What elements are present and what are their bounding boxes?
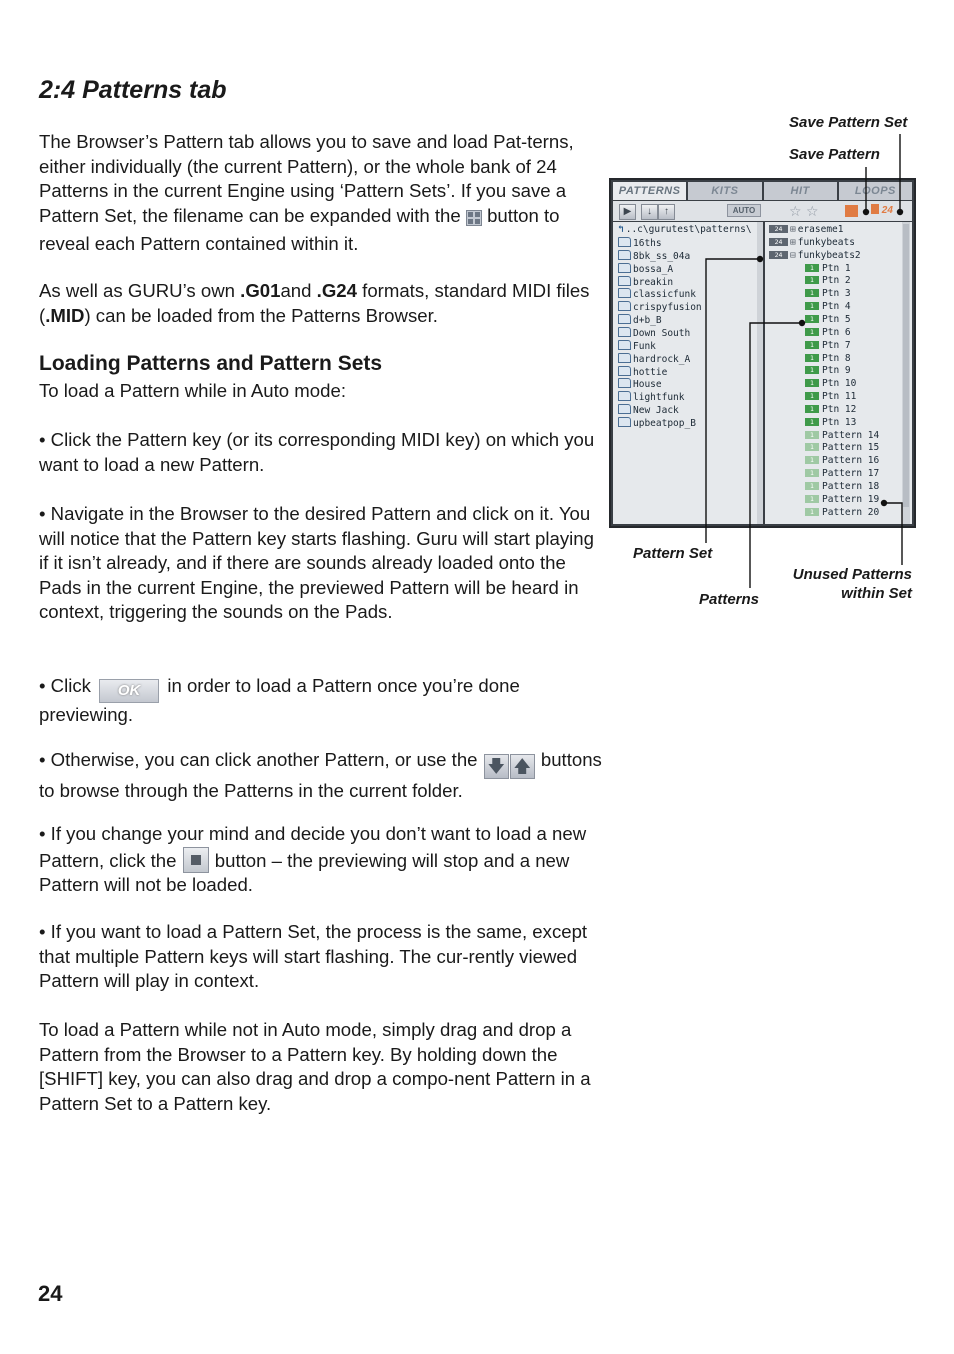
pattern-set-name: funkybeats bbox=[797, 236, 855, 248]
pattern-item[interactable] bbox=[805, 404, 856, 416]
play-icon[interactable]: ▶ bbox=[619, 204, 636, 220]
folder-name: bossa_A bbox=[633, 263, 674, 275]
folder-name: upbeatpop_B bbox=[633, 417, 696, 429]
intro-text-1b: button to reveal each Pattern contained within it. bbox=[39, 204, 560, 255]
down-arrow-icon: 🡇 bbox=[484, 754, 509, 779]
loading-lead: To load a Pattern while in Auto mode: bbox=[39, 380, 346, 401]
pattern-badge: 1 bbox=[805, 366, 819, 374]
pattern-name: Ptn 1 bbox=[822, 262, 851, 274]
callout-save-pattern: Save Pattern bbox=[789, 146, 880, 163]
pattern-badge: 1 bbox=[805, 418, 819, 426]
browser-tab-bar bbox=[613, 182, 912, 200]
folder-icon bbox=[618, 327, 631, 337]
pattern-set-item[interactable] bbox=[769, 250, 861, 262]
pattern-badge: 1 bbox=[805, 379, 819, 387]
save-pattern-set-button[interactable] bbox=[871, 204, 908, 218]
pattern-name: Ptn 13 bbox=[822, 416, 857, 428]
pattern-item[interactable] bbox=[805, 288, 851, 300]
loading-subheading: Loading Patterns and Pattern Sets bbox=[39, 352, 383, 375]
tab-kits[interactable]: KITS bbox=[688, 182, 761, 200]
expand-plus-icon bbox=[466, 208, 482, 233]
pattern-badge: 1 bbox=[805, 354, 819, 362]
pattern-badge: 1 bbox=[805, 508, 819, 516]
save-set-count: 24 bbox=[881, 205, 893, 216]
pattern-name: Ptn 3 bbox=[822, 288, 851, 300]
pattern-item[interactable] bbox=[805, 340, 851, 352]
intro-text-2c: formats, standard MIDI files ( bbox=[39, 280, 590, 326]
pattern-scrollbar-thumb[interactable] bbox=[903, 224, 909, 507]
folder-item[interactable] bbox=[618, 391, 684, 404]
folder-icon bbox=[618, 340, 631, 350]
up-arrow-icon: 🡅 bbox=[510, 754, 535, 779]
folder-name: hardrock_A bbox=[633, 353, 691, 365]
folder-name: House bbox=[633, 379, 662, 391]
folder-item[interactable] bbox=[618, 314, 662, 327]
save-set-flag-icon bbox=[871, 204, 879, 214]
folder-icon bbox=[618, 288, 631, 298]
down-arrow-icon[interactable]: ↓ bbox=[641, 204, 658, 220]
bullet-3 bbox=[39, 674, 604, 728]
folder-item[interactable] bbox=[618, 276, 673, 289]
pattern-item[interactable] bbox=[805, 417, 856, 429]
bullet-3-text-a: • Click bbox=[39, 675, 91, 696]
pattern-badge: 1 bbox=[805, 315, 819, 323]
folder-item[interactable] bbox=[618, 263, 673, 276]
pattern-name: Pattern 20 bbox=[822, 506, 880, 518]
auto-button[interactable]: AUTO bbox=[727, 204, 761, 217]
pattern-badge: 1 bbox=[805, 276, 819, 284]
folder-icon bbox=[618, 404, 631, 414]
folder-name: Funk bbox=[633, 340, 656, 352]
pattern-badge: 1 bbox=[805, 405, 819, 413]
pattern-item[interactable] bbox=[805, 263, 851, 275]
intro-text-2d: ) can be loaded from the Patterns Browser. bbox=[84, 304, 438, 326]
bullet-1: • Click the Pattern key (or its corresponding MIDI key) on which you want to load a new Pattern. bbox=[39, 429, 595, 475]
tab-hit[interactable]: HIT bbox=[764, 182, 837, 200]
callout-unused-patterns bbox=[780, 565, 912, 603]
unused-pattern-item[interactable] bbox=[805, 468, 879, 480]
pattern-badge: 1 bbox=[805, 482, 819, 490]
up-arrow-icon[interactable]: ↑ bbox=[658, 204, 675, 220]
pattern-badge: 1 bbox=[805, 264, 819, 272]
folder-name: 8bk_ss_04a bbox=[633, 250, 691, 262]
unused-pattern-item[interactable] bbox=[805, 507, 879, 519]
unused-pattern-item[interactable] bbox=[805, 430, 879, 442]
pattern-name: Pattern 16 bbox=[822, 455, 880, 467]
pattern-name: Ptn 12 bbox=[822, 403, 857, 415]
pattern-name: Pattern 19 bbox=[822, 493, 880, 505]
pattern-set-item[interactable] bbox=[769, 237, 855, 249]
star-icon[interactable]: ☆ bbox=[789, 203, 802, 219]
pattern-item[interactable] bbox=[805, 275, 851, 287]
pattern-name: Ptn 2 bbox=[822, 275, 851, 287]
set-count-badge: 24 bbox=[769, 251, 788, 259]
callout-unused-line-1: Unused Patterns bbox=[792, 566, 912, 583]
folder-item[interactable] bbox=[618, 340, 656, 353]
down-up-arrows-icon bbox=[484, 754, 535, 779]
intro-text-2b: and bbox=[280, 280, 317, 301]
format-g01: .G01 bbox=[240, 280, 281, 301]
bullet-5 bbox=[39, 822, 604, 898]
pattern-badge: 1 bbox=[805, 392, 819, 400]
format-mid: .MID bbox=[45, 304, 85, 326]
pattern-name: Pattern 15 bbox=[822, 442, 880, 454]
browser-toolbar bbox=[613, 201, 912, 221]
pattern-name: Ptn 10 bbox=[822, 378, 857, 390]
folder-item[interactable] bbox=[618, 301, 702, 314]
expand-icon[interactable]: ⊞ bbox=[790, 224, 796, 235]
collapse-icon[interactable]: ⊟ bbox=[790, 249, 796, 261]
folder-icon bbox=[618, 276, 631, 286]
unused-pattern-item[interactable] bbox=[805, 455, 879, 467]
folder-item[interactable] bbox=[618, 366, 667, 379]
folder-name: 16ths bbox=[633, 238, 662, 249]
pattern-item[interactable] bbox=[805, 353, 851, 365]
pattern-badge: 1 bbox=[805, 289, 819, 297]
pattern-badge: 1 bbox=[805, 443, 819, 451]
folder-name: New Jack bbox=[633, 405, 679, 417]
callout-pattern-set: Pattern Set bbox=[633, 545, 713, 562]
folder-name: crispyfusion bbox=[633, 302, 702, 314]
pattern-name: Ptn 9 bbox=[822, 365, 851, 377]
intro-text-1a: The Browser’s Pattern tab allows you to save and load Pat-terns, either individually (the current Pattern), or the whole bank of 24 Patterns in the current Engine using ‘Pattern Sets’. If you save a Pattern Set, the filename can be expanded with the bbox=[39, 131, 574, 226]
save-pattern-button[interactable] bbox=[845, 205, 858, 217]
closing-paragraph: To load a Pattern while not in Auto mode, simply drag and drop a Pattern from the Browser to a Pattern key. By holding down the [SHIFT] key, you can also drag and drop a compo-nent Pattern in a Pattern Set to a Pattern key. bbox=[39, 1019, 591, 1114]
pattern-name: Ptn 6 bbox=[822, 326, 851, 338]
pattern-badge: 1 bbox=[805, 469, 819, 477]
bullet-5-text-a: • If you change your mind and decide you don’t want to load a new Pattern, click the bbox=[39, 823, 587, 871]
bullet-4-text-a: • Otherwise, you can click another Pattern, or use the bbox=[39, 749, 478, 770]
pattern-badge: 1 bbox=[805, 341, 819, 349]
pattern-badge: 1 bbox=[805, 495, 819, 503]
intro-text-2a: As well as GURU’s own bbox=[39, 280, 241, 301]
folder-icon bbox=[618, 366, 631, 376]
folder-list bbox=[613, 222, 763, 524]
pattern-name: Ptn 5 bbox=[822, 313, 851, 325]
unused-pattern-item[interactable] bbox=[805, 442, 879, 454]
set-count-badge: 24 bbox=[769, 238, 788, 246]
folder-item[interactable] bbox=[618, 250, 690, 263]
callout-unused-line-2: within Set bbox=[841, 585, 912, 602]
pattern-set-item[interactable] bbox=[769, 224, 844, 236]
pattern-badge: 1 bbox=[805, 456, 819, 464]
folder-name: d+b_B bbox=[633, 315, 662, 327]
pattern-name: Ptn 7 bbox=[822, 339, 851, 351]
pattern-item[interactable] bbox=[805, 365, 851, 377]
folder-name: breakin bbox=[633, 276, 674, 288]
folder-item[interactable] bbox=[618, 378, 662, 391]
tab-patterns[interactable]: PATTERNS bbox=[613, 182, 686, 200]
callout-patterns: Patterns bbox=[699, 591, 760, 608]
pattern-item[interactable] bbox=[805, 391, 856, 403]
tab-loops[interactable]: LOOPS bbox=[839, 182, 912, 200]
folder-path-text: ..c\gurutest\patterns\ bbox=[625, 224, 752, 235]
bullet-2: • Navigate in the Browser to the desired Pattern and click on it. You will notice that the Pattern key starts flashing. Guru will start playing if it isn’t already, and if there are sounds already loaded onto the Pads in the current Engine, the previewed Pattern will be heard in context, triggering the sounds on the Pads. bbox=[39, 503, 594, 623]
format-g24: .G24 bbox=[316, 280, 357, 301]
unused-pattern-item[interactable] bbox=[805, 494, 879, 506]
folder-icon bbox=[618, 301, 631, 311]
pattern-list bbox=[765, 222, 912, 524]
pattern-name: Pattern 14 bbox=[822, 429, 880, 441]
pattern-badge: 1 bbox=[805, 328, 819, 336]
pattern-item[interactable] bbox=[805, 327, 851, 339]
folder-icon bbox=[618, 378, 631, 388]
pattern-name: Pattern 17 bbox=[822, 468, 880, 480]
pattern-badge: 1 bbox=[805, 302, 819, 310]
stop-icon bbox=[183, 847, 209, 873]
bullet-4 bbox=[39, 748, 604, 804]
folder-icon bbox=[618, 417, 631, 427]
unused-pattern-item[interactable] bbox=[805, 481, 879, 493]
folder-icon bbox=[618, 237, 631, 247]
folder-name: Down South bbox=[633, 327, 691, 339]
browser-screenshot bbox=[609, 178, 916, 528]
folder-path[interactable] bbox=[618, 224, 752, 236]
bullet-5-text-b: button – the previewing will stop and a new Pattern will not be loaded. bbox=[39, 849, 570, 896]
folder-icon bbox=[618, 314, 631, 324]
folder-item[interactable] bbox=[618, 288, 696, 301]
folder-item[interactable] bbox=[618, 353, 690, 366]
folder-name: lightfunk bbox=[633, 392, 685, 404]
folder-icon bbox=[618, 353, 631, 363]
folder-item[interactable] bbox=[618, 327, 690, 340]
pattern-name: Ptn 4 bbox=[822, 301, 851, 313]
up-folder-icon: ↰ bbox=[618, 224, 624, 235]
bullet-3-text-b: in order to load a Pattern once you’re done previewing. bbox=[39, 675, 520, 725]
pattern-name: Ptn 8 bbox=[822, 352, 851, 364]
pattern-badge: 1 bbox=[805, 431, 819, 439]
callout-save-pattern-set: Save Pattern Set bbox=[789, 114, 908, 131]
star-icon[interactable]: ☆ bbox=[806, 203, 819, 219]
pattern-item[interactable] bbox=[805, 301, 851, 313]
pattern-name: Pattern 18 bbox=[822, 481, 880, 492]
ok-button-image: OK bbox=[99, 679, 159, 703]
folder-icon bbox=[618, 263, 631, 273]
pattern-item[interactable] bbox=[805, 378, 856, 390]
folder-icon bbox=[618, 391, 631, 401]
expand-icon[interactable]: ⊞ bbox=[790, 236, 796, 248]
bullet-6: • If you want to load a Pattern Set, the process is the same, except that multiple Pattern keys will start flashing. The cur-rently viewed Pattern will play in context. bbox=[39, 921, 588, 992]
folder-scrollbar[interactable] bbox=[757, 222, 763, 524]
set-count-badge: 24 bbox=[769, 225, 788, 233]
page-heading: 2:4 Patterns tab bbox=[39, 76, 227, 104]
folder-item[interactable] bbox=[618, 417, 696, 430]
pattern-item[interactable] bbox=[805, 314, 851, 326]
bullet-4-text-b: buttons to browse through the Patterns in the current folder. bbox=[39, 749, 602, 801]
pattern-set-name: funkybeats2 bbox=[797, 249, 861, 261]
intro-paragraph-2 bbox=[39, 279, 604, 328]
page-number: 24 bbox=[38, 1281, 63, 1306]
folder-icon bbox=[618, 250, 631, 260]
pattern-name: Ptn 11 bbox=[822, 391, 857, 403]
pattern-set-name: eraseme1 bbox=[797, 224, 844, 235]
folder-item[interactable] bbox=[618, 404, 679, 417]
intro-paragraph-1 bbox=[39, 130, 604, 257]
folder-name: hottie bbox=[633, 366, 668, 378]
folder-item[interactable] bbox=[618, 237, 662, 250]
folder-name: classicfunk bbox=[633, 289, 696, 301]
